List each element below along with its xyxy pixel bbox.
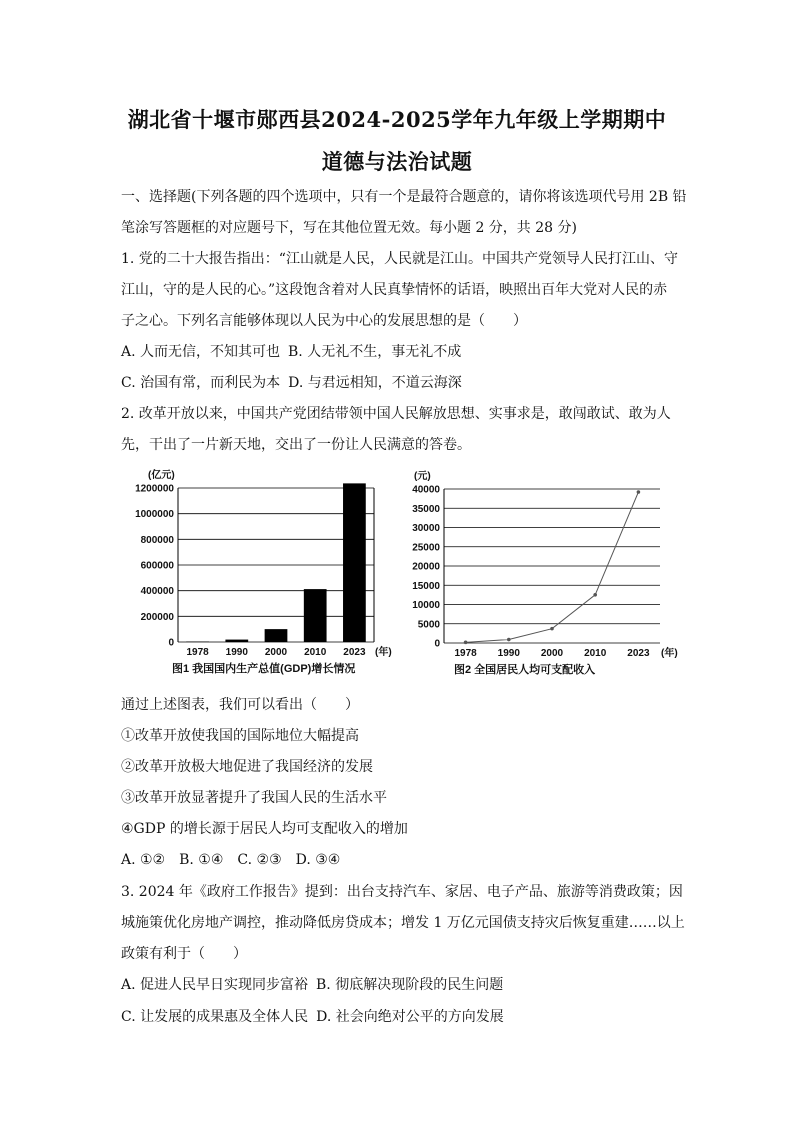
x-tick-label: 2010 bbox=[584, 648, 607, 659]
section-intro-line-2: 笔涂写答题框的对应题号下，写在其他位置无效。每小题 2 分，共 28 分) bbox=[121, 220, 577, 236]
bar-2000 bbox=[265, 629, 288, 642]
section-intro-line-1: 一、选择题(下列各题的四个选项中，只有一个是最符合题意的，请你将该选项代号用 2B 铅 bbox=[121, 189, 687, 205]
income-line-chart-svg bbox=[400, 466, 678, 678]
y-tick-label: 200000 bbox=[140, 611, 174, 623]
y-tick-label: 0 bbox=[168, 637, 174, 649]
y-tick-label: 25000 bbox=[412, 542, 440, 554]
chart-caption: 图1 我国国内生产总值(GDP)增长情况 bbox=[172, 663, 356, 675]
x-tick-label: 2000 bbox=[264, 647, 288, 658]
q3-text-line-1: 3. 2024 年《政府工作报告》提到：出台支持汽车、家居、电子产品、旅游等消费政策；因 bbox=[121, 884, 683, 900]
y-tick-label: 20000 bbox=[412, 561, 440, 573]
x-tick-label: 1978 bbox=[186, 647, 209, 658]
bar-1990 bbox=[225, 640, 248, 642]
q1-option-a[interactable]: A. 人而无信，不知其可也 bbox=[121, 344, 281, 360]
y-tick-label: 600000 bbox=[140, 560, 174, 572]
x-tick-label: 1990 bbox=[225, 647, 248, 658]
point-1990 bbox=[507, 638, 511, 642]
y-unit-label: (亿元) bbox=[148, 470, 175, 481]
q3-option-a[interactable]: A. 促进人民早日实现同步富裕 bbox=[121, 977, 309, 993]
y-tick-label: 800000 bbox=[140, 534, 174, 546]
x-unit-label: (年) bbox=[661, 648, 678, 659]
q1-options-row-2 bbox=[121, 374, 462, 392]
q2-statement-1: ①改革开放使我国的国际地位大幅提高 bbox=[121, 728, 359, 744]
x-tick-label: 1978 bbox=[454, 648, 477, 659]
y-tick-label: 10000 bbox=[412, 600, 440, 611]
q3-option-c[interactable]: C. 让发展的成果惠及全体人民 bbox=[121, 1009, 309, 1025]
y-tick-label: 5000 bbox=[417, 619, 440, 631]
q2-text-line-2: 先，干出了一片新天地，交出了一份让人民满意的答卷。 bbox=[121, 437, 471, 453]
q1-options-row-1 bbox=[121, 343, 461, 361]
y-tick-label: 30000 bbox=[412, 523, 440, 534]
income-chart bbox=[400, 466, 678, 682]
y-tick-label: 35000 bbox=[412, 503, 440, 515]
point-2000 bbox=[550, 627, 554, 631]
q1-option-b[interactable]: B. 人无礼不生，事无礼不成 bbox=[288, 344, 462, 360]
chart-caption: 图2 全国居民人均可支配收入 bbox=[454, 664, 596, 676]
x-tick-label: 2023 bbox=[343, 647, 366, 658]
x-tick-label: 1990 bbox=[497, 648, 520, 659]
q3-option-b[interactable]: B. 彻底解决现阶段的民生问题 bbox=[316, 977, 504, 993]
q1-option-d[interactable]: D. 与君远相知，不道云海深 bbox=[288, 375, 462, 391]
gdp-bar-chart-svg bbox=[122, 466, 402, 678]
q3-text-line-2: 城施策优化房地产调控，推动降低房贷成本；增发 1 万亿元国债支持灾后恢复重建……以上 bbox=[121, 915, 685, 931]
q3-option-d[interactable]: D. 社会向绝对公平的方向发展 bbox=[316, 1009, 504, 1025]
q3-options-row-1 bbox=[121, 976, 503, 994]
y-tick-label: 0 bbox=[434, 638, 440, 650]
q1-option-c[interactable]: C. 治国有常，而利民为本 bbox=[121, 375, 281, 391]
q3-options-row-2 bbox=[121, 1008, 504, 1026]
q2-options[interactable]: A. ①② B. ①④ C. ②③ D. ③④ bbox=[121, 852, 341, 868]
point-1978 bbox=[464, 641, 468, 645]
x-tick-label: 2000 bbox=[540, 648, 564, 659]
q2-text-line-1: 2. 改革开放以来，中国共产党团结带领中国人民解放思想、实事求是，敢闯敢试、敢为人 bbox=[121, 406, 671, 422]
y-unit-label: (元) bbox=[414, 471, 431, 482]
income-series-line bbox=[466, 492, 639, 642]
x-tick-label: 2023 bbox=[627, 648, 650, 659]
q2-question: 通过上述图表，我们可以看出（ ） bbox=[121, 697, 359, 713]
y-tick-label: 1200000 bbox=[135, 483, 174, 495]
q1-text-line-3: 子之心。下列名言能够体现以人民为中心的发展思想的是（ ） bbox=[121, 313, 527, 329]
q2-statement-4: ④GDP 的增长源于居民人均可支配收入的增加 bbox=[121, 821, 408, 837]
x-tick-label: 2010 bbox=[304, 647, 327, 658]
x-unit-label: (年) bbox=[375, 647, 392, 658]
q2-statement-3: ③改革开放显著提升了我国人民的生活水平 bbox=[121, 790, 387, 806]
point-2023 bbox=[637, 490, 641, 494]
bar-2023 bbox=[343, 483, 366, 642]
q2-statement-2: ②改革开放极大地促进了我国经济的发展 bbox=[121, 759, 373, 775]
y-tick-label: 400000 bbox=[140, 586, 174, 598]
bar-2010 bbox=[304, 589, 327, 642]
exam-subject-title: 道德与法治试题 bbox=[321, 149, 473, 174]
y-tick-label: 15000 bbox=[412, 580, 440, 592]
point-2010 bbox=[593, 593, 597, 597]
exam-title: 湖北省十堰市郧西县2024-2025学年九年级上学期期中 bbox=[127, 107, 667, 132]
q1-text-line-1: 1. 党的二十大报告指出：“江山就是人民，人民就是江山。中国共产党领导人民打江山、守 bbox=[121, 251, 678, 267]
q1-text-line-2: 江山，守的是人民的心。”这段饱含着对人民真挚情怀的话语，映照出百年大党对人民的赤 bbox=[121, 282, 668, 298]
y-tick-label: 1000000 bbox=[135, 509, 174, 521]
gdp-chart bbox=[122, 466, 402, 682]
q3-text-line-3: 政策有利于（ ） bbox=[121, 946, 247, 962]
y-tick-label: 40000 bbox=[412, 484, 440, 496]
